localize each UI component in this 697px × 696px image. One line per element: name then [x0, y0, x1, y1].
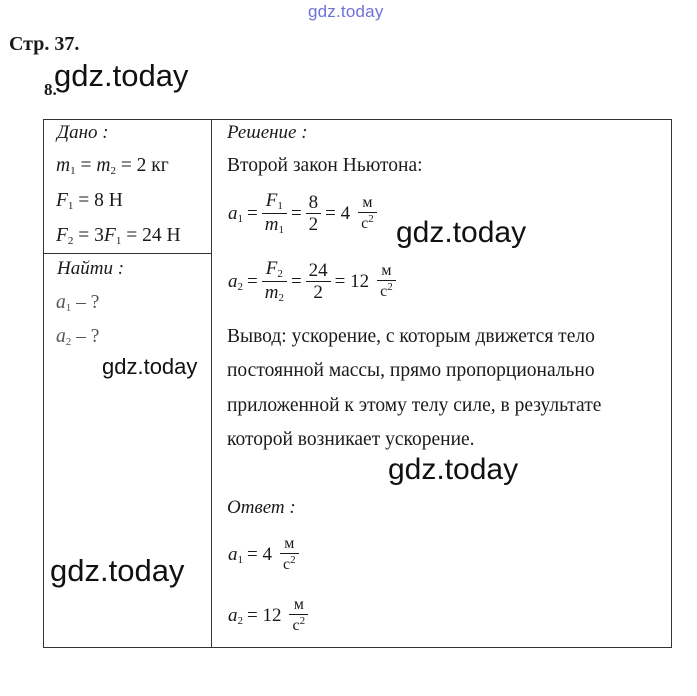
watermark-top: gdz.today	[308, 2, 384, 21]
conclusion-line-2: постоянной массы, прямо пропорционально	[227, 360, 595, 381]
find-a1: $a_1$ – ?	[56, 292, 100, 314]
watermark-large: gdz.today	[54, 58, 189, 93]
given-force-1: $F_1 = 8$ Н	[56, 190, 123, 212]
given-mass: $m_1 = m_2 = 2$ кг	[56, 155, 169, 177]
answer-a1: $a_1$ = 4 $\frac{м}{с^2}$	[226, 535, 301, 574]
watermark-small: gdz.today	[102, 354, 198, 379]
newton-law: Второй закон Ньютона:	[227, 155, 423, 176]
equation-a1: $a_1$ = $\frac{F_1}{m_1}$ = $\frac{8}{2}$ = 4 $\frac{м}{с^2}$	[226, 190, 379, 237]
problem-number: 8.	[44, 80, 57, 99]
watermark-large: gdz.today	[388, 453, 519, 486]
page-title: Стр. 37.	[9, 33, 80, 55]
table-divider-vertical	[211, 119, 212, 648]
answer-a2: $a_2$ = 12 $\frac{м}{с^2}$	[226, 596, 310, 635]
conclusion-line-4: которой возникает ускорение.	[227, 429, 475, 450]
answer-label: Ответ :	[227, 497, 296, 518]
watermark-large: gdz.today	[396, 216, 527, 249]
solution-label: Решение :	[227, 122, 308, 143]
watermark-large: gdz.today	[50, 553, 185, 588]
find-a2: $a_2$ – ?	[56, 326, 100, 348]
conclusion-line-1: Вывод: ускорение, с которым движется тело	[227, 326, 595, 347]
conclusion-line-3: приложенной к этому телу силе, в результате	[227, 395, 602, 416]
given-label: Дано :	[57, 122, 109, 143]
equation-a2: $a_2$ = $\frac{F_2}{m_2}$ = $\frac{24}{2}$ = 12 $\frac{м}{с^2}$	[226, 258, 398, 305]
given-force-2: $F_2 = 3F_1 = 24$ Н	[56, 225, 181, 247]
find-label: Найти :	[57, 258, 125, 279]
table-divider-horizontal	[43, 253, 212, 254]
